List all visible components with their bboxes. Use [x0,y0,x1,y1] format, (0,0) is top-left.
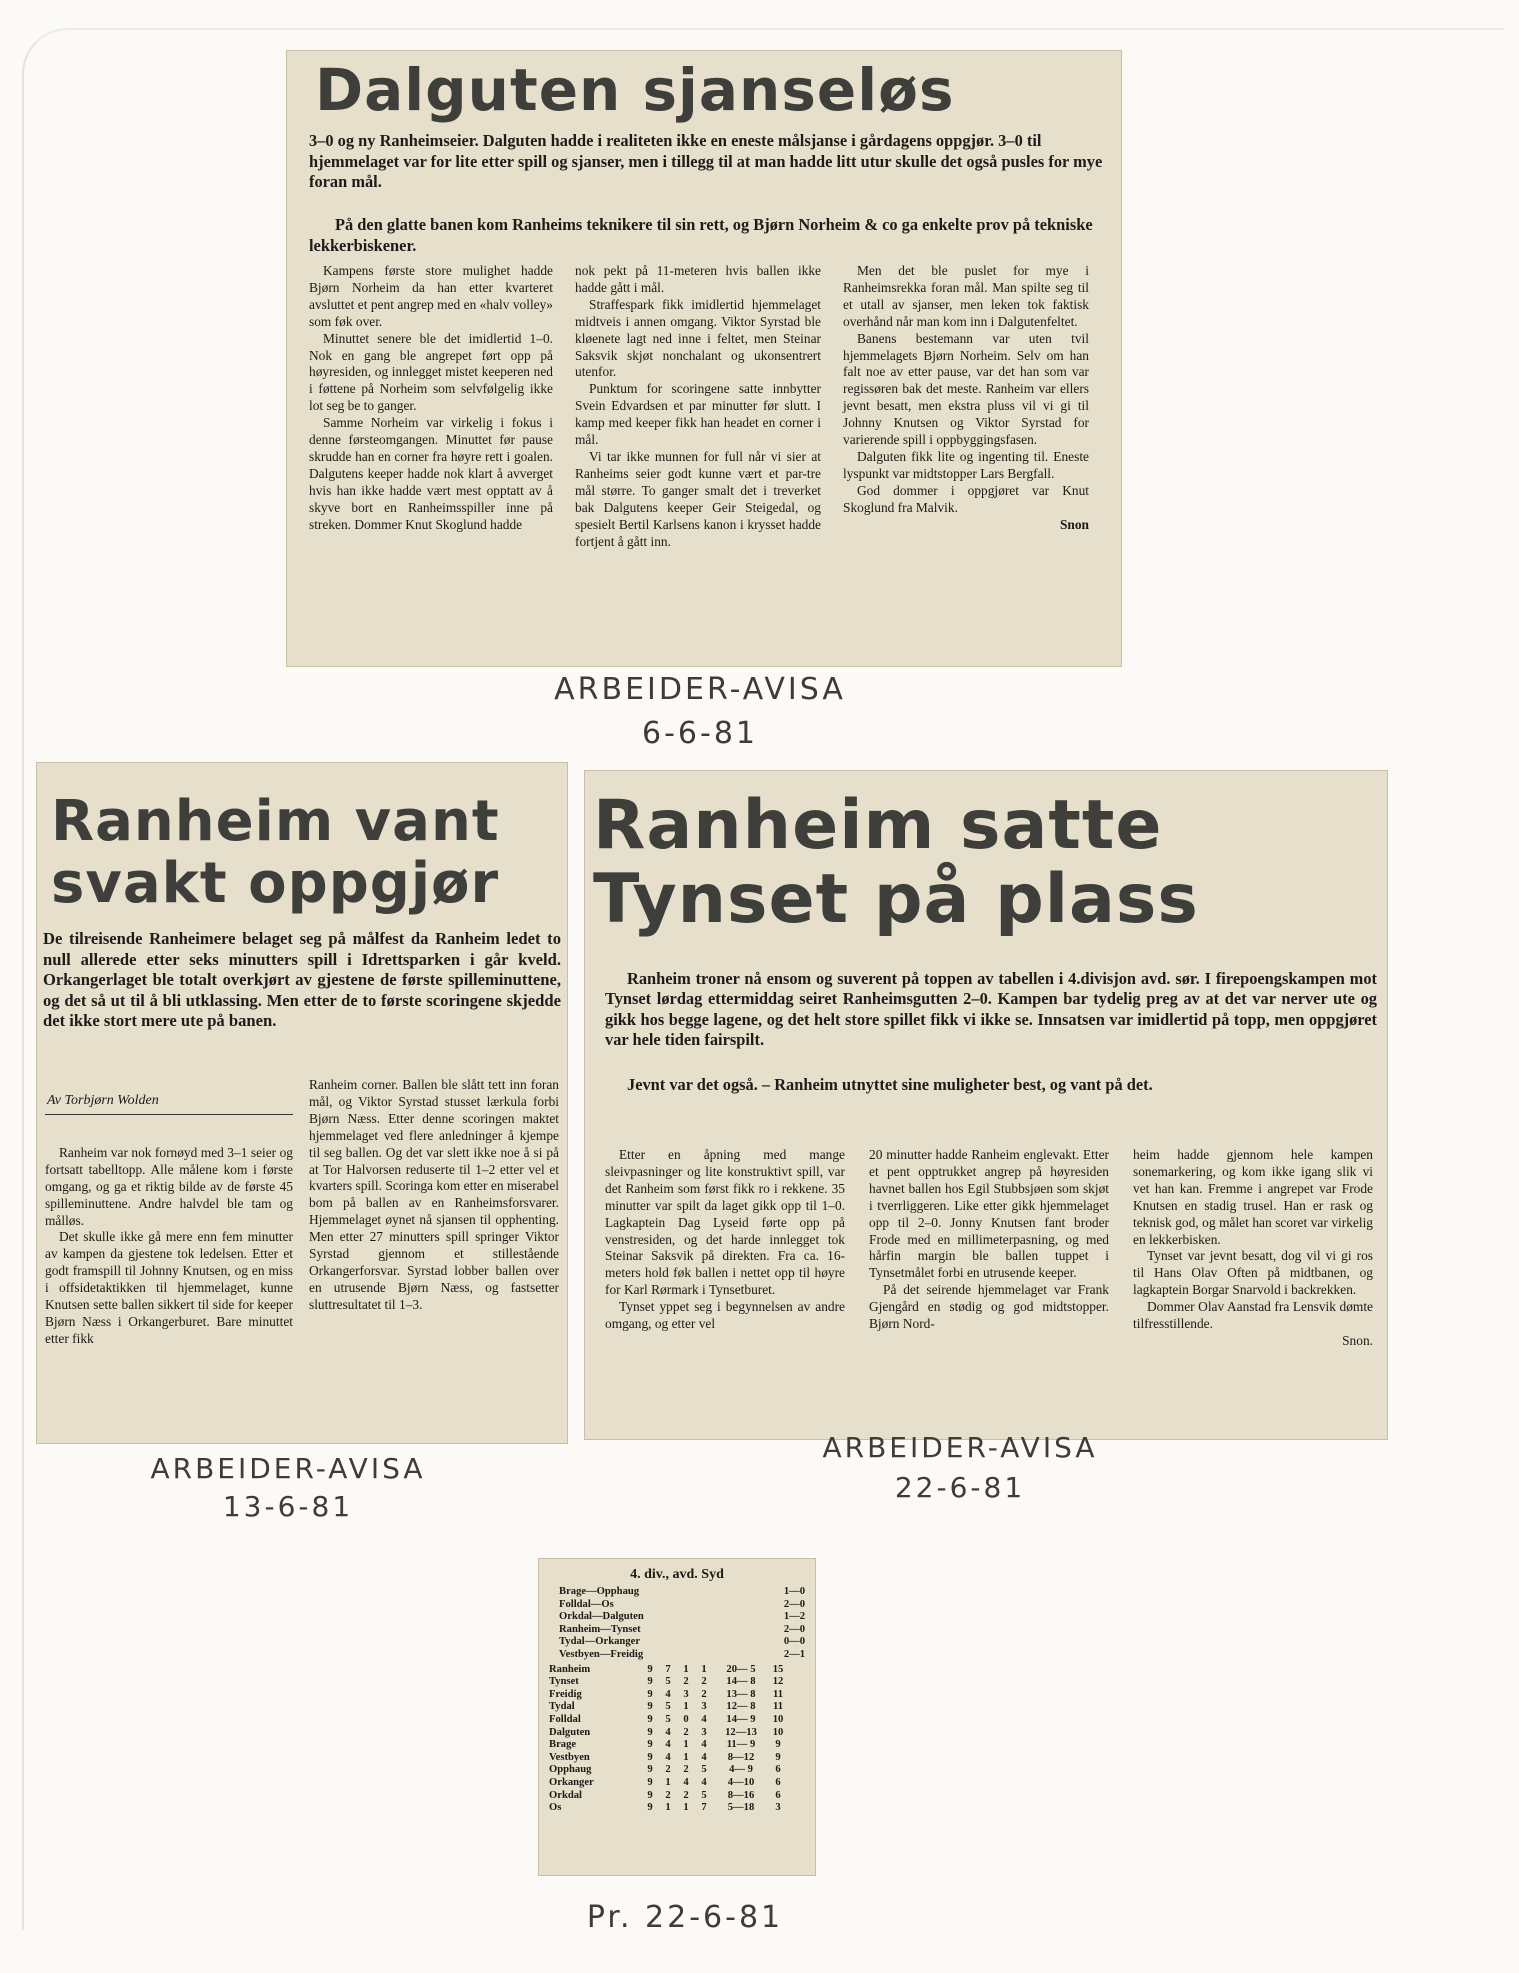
team-name: Tydal [549,1701,575,1713]
played: 9 [647,1663,653,1675]
draws: 0 [683,1713,689,1725]
match: Folldal—Os [559,1598,614,1610]
result-row [559,1586,805,1599]
played: 9 [647,1751,653,1763]
played: 9 [647,1739,653,1751]
standings-row [549,1676,805,1689]
handwritten-source-note [520,668,880,756]
paragraph: Samme Norheim var virkelig i fokus i denne førsteomgangen. Minuttet før pause skrudde han en corner fra høyre rett i goalen. Dalgutens keeper hadde nok klart å avverget hvis han ikke hadde vært mest opptatt av å skyve bort en Ranheimsspiller inne på streken. Dommer Knut Skoglund hadde [309,415,553,532]
played: 9 [647,1701,653,1713]
clipping-league-table [538,1558,816,1876]
goals: 12— 8 [726,1701,756,1713]
wins: 4 [665,1726,671,1738]
lead-paragraph: Ranheim troner nå ensom og suverent på toppen av tabellen i 4.divisjon avd. sør. I firepoengskampen mot Tynset lørdag ettermiddag seiret Ranheimsgutten 2–0. Kampen bar tydelig preg av at det var nerver ute og gikk hos begge lagene, og det helt store spillet fikk vi ikke se. Innsatsen var imidlertid på topp, men oppgjøret var hele tiden fairspilt. [605,969,1377,1050]
standings-row [549,1727,805,1740]
team-name: Os [549,1802,562,1814]
score: 2—1 [783,1648,805,1660]
draws: 2 [683,1676,689,1688]
paragraph: Etter en åpning med mange sleivpasninger og lite konstruktivt spill, var det Ranheim som først fikk ro i rekkene. 35 minutter var spilt da laget gikk opp til 1–0. Lagkaptein Dag Lyseid førte opp på venstresiden, og det harde innlegget tok Steinar Saksvik på direkten. Fra ca. 16-meters hold føk ballen i nettet opp til høyre for Karl Rørmark i Tynsetburet. [605,1147,845,1298]
paragraph: På det seirende hjemmelaget var Frank Gjengård en stødig og god midtstopper. Bjørn Nord- [869,1282,1109,1332]
source-date: 6-6-81 [642,716,758,751]
paragraph: Tynset yppet seg i begynnelsen av andre omgang, og etter vel [605,1299,845,1332]
match: Ranheim—Tynset [559,1623,641,1635]
result-row [559,1611,805,1624]
played: 9 [647,1802,653,1814]
losses: 4 [701,1751,707,1763]
team-name: Tynset [549,1676,579,1688]
team-name: Brage [549,1739,577,1751]
goals: 4—10 [727,1776,755,1788]
paragraph: Tynset var jevnt besatt, dog vil vi gi ros til Hans Olav Often på midtbanen, og lagkaptein Borgar Snarvold i backrekken. [1133,1248,1373,1298]
headline [593,786,1199,939]
standings-row [549,1701,805,1714]
handwritten-source-note [118,1450,458,1526]
draws: 2 [683,1764,689,1776]
losses: 4 [701,1776,707,1788]
score: 2—0 [783,1623,805,1635]
standings-row [549,1739,805,1752]
match: Brage—Opphaug [559,1586,640,1597]
points: 15 [772,1663,784,1675]
wins: 4 [665,1751,671,1763]
points: 11 [772,1701,783,1713]
losses: 2 [701,1688,707,1700]
team-name: Vestbyen [549,1751,590,1763]
losses: 3 [701,1701,707,1713]
column-2 [309,1077,559,1348]
standings-row [549,1714,805,1727]
team-name: Freidig [549,1688,582,1700]
paragraph: heim hadde gjennom hele kampen sonemarkering, og kom ikke igang slik vi vet han kan. Fremme i angrepet var Frode Knutsen en stadig trusel. Han er rask og teknisk god, og målet han scoret var virkelig en lekkerbisken. [1133,1147,1373,1247]
draws: 1 [683,1751,689,1763]
standings-row [549,1764,805,1777]
draws: 2 [683,1789,689,1801]
played: 9 [647,1688,653,1700]
standings-row [549,1777,805,1790]
paragraph: Dalguten fikk lite og ingenting til. Eneste lyspunkt var midtstopper Lars Bergfall. [843,448,1089,481]
team-name: Orkdal [549,1789,582,1801]
headline-line-2: svakt oppgjør [51,851,500,916]
goals: 12—13 [725,1726,757,1738]
losses: 5 [701,1764,707,1776]
team-name: Folldal [549,1713,581,1725]
standings-row [549,1802,805,1815]
losses: 7 [701,1802,707,1814]
result-row [559,1624,805,1637]
team-name: Orkanger [549,1776,594,1788]
signature: Snon. [1342,1332,1373,1348]
match: Tydal—Orkanger [559,1636,641,1648]
points: 12 [772,1676,784,1688]
draws: 1 [683,1701,689,1713]
played: 9 [647,1713,653,1725]
standings-row [549,1689,805,1702]
paragraph: God dommer i oppgjøret var Knut Skoglund fra Malvik. [843,482,1089,515]
played: 9 [647,1726,653,1738]
standings-row [549,1664,805,1677]
draws: 3 [683,1688,689,1700]
lead-paragraph-2: Jevnt var det også. – Ranheim utnyttet sine muligheter best, og vant på det. [627,1075,1153,1094]
goals: 8—16 [727,1789,755,1801]
paragraph: 20 minutter hadde Ranheim englevakt. Etter et pent opptrukket angrep på høyresiden havnet ballen hos Egil Stubbsjøen som skjøt i tverrliggeren. Like etter gikk hjemmelaget opp til 2–0. Jonny Knutsen fant broder Frode med en millimeterpasning, og med hårfin margin ble ballen tuppet i Tynsetmålet forbi en utrusende keeper. [869,1147,1109,1281]
points: 9 [775,1739,781,1751]
draws: 2 [683,1726,689,1738]
played: 9 [647,1764,653,1776]
team-name: Ranheim [549,1663,591,1675]
team-name: Dalguten [549,1726,591,1738]
source-name: ARBEIDER-AVISA [554,672,846,707]
score: 2—0 [783,1598,805,1610]
goals: 20— 5 [726,1663,756,1675]
lead-paragraph: De tilreisende Ranheimere belaget seg på målfest da Ranheim ledet to null allerede etter seks minutters spill i Idrettsparken i går kveld. Orkangerlaget ble totalt overkjørt av gjestene de første spilleminuttene, og det så ut til å bli utklassing. Men etter de to første scoringene skjedde det ikke stort mere ute på banen. [43,929,561,1030]
source-date: 22-6-81 [894,1471,1026,1504]
losses: 4 [701,1739,707,1751]
played: 9 [647,1776,653,1788]
table-title: 4. div., avd. Syd [630,1567,724,1582]
wins: 4 [665,1739,671,1751]
column-1 [605,1147,845,1350]
signature: Snon [1059,516,1089,532]
lead-paragraph: 3–0 og ny Ranheimseier. Dalguten hadde i realiteten ikke en eneste målsjanse i gårdagens oppgjør. 3–0 til hjemmelaget var for lite etter spill og sjanser, men i tillegg til at man hadde litt utur skulle det også pusles for mye foran mål. [309,131,1103,191]
paragraph: Dommer Olav Aanstad fra Lensvik dømte tilfresstillende. [1133,1299,1373,1332]
draws: 4 [683,1776,689,1788]
points: 6 [775,1776,781,1788]
byline: Av Torbjørn Wolden [45,1091,293,1115]
goals: 5—18 [727,1802,755,1814]
draws: 1 [683,1802,689,1814]
paragraph: Det skulle ikke gå mere enn fem minutter av kampen da gjestene tok ledelsen. Etter et godt framspill til Johnny Knutsen, og en miss i offsidetaktikken til hjemmelaget, kunne Knutsen sette ballen sikkert til side for keeper Bjørn Næss i Orkangerburet. Bare minuttet etter fikk [45,1229,293,1346]
paragraph: Kampens første store mulighet hadde Bjørn Norheim da han etter kvarteret avsluttet et pent angrep med en «halv volley» som føk over. [309,263,553,329]
wins: 5 [665,1701,671,1713]
column-3 [843,263,1089,550]
paragraph: Vi tar ikke munnen for full når vi sier at Ranheims seier godt kunne vært et par-tre mål større. To ganger smalt det i treverket bak Dalgutens keeper Geir Steigedal, og spesielt Bertil Karlsens kanon i krysset hadde fortjent å gått inn. [575,448,821,549]
score: 1—2 [783,1611,805,1623]
points: 10 [772,1726,784,1738]
standings-row [549,1752,805,1765]
match: Vestbyen—Freidig [559,1648,644,1660]
handwritten-table-date: Pr. 22-6-81 [586,1900,784,1935]
source-name: ARBEIDER-AVISA [150,1452,426,1485]
match: Orkdal—Dalguten [559,1611,644,1623]
source-name: ARBEIDER-AVISA [822,1431,1098,1464]
clipping-dalguten-sjanselos [286,50,1122,667]
wins: 7 [665,1663,671,1675]
team-name: Opphaug [549,1764,592,1776]
paragraph: Men det ble puslet for mye i Ranheimsrekka foran mål. Man spilte seg til et utall av sjanser, men leken tok faktisk overhånd når man kom inn i Dalgutenfeltet. [843,263,1089,329]
article-columns [45,1077,559,1348]
paragraph: Straffespark fikk imidlertid hjemmelaget midtveis i annen omgang. Viktor Syrstad ble kløenete lagt ned inne i feltet, men Steinar Saksvik skjøt nonchalant og ukonsentrert utenfor. [575,296,821,380]
clipping-ranheim-vant [36,762,568,1444]
lead-paragraph-2: På den glatte banen kom Ranheims teknikere til sin rett, og Bjørn Norheim & co ga enkelte prov på tekniske lekkerbiskener. [309,215,1093,255]
result-row [559,1599,805,1612]
results-list [549,1586,805,1662]
headline-line-1: Ranheim vant [51,789,500,854]
result-row [559,1649,805,1662]
goals: 13— 8 [726,1688,756,1700]
standings-table [549,1664,805,1815]
result-row [559,1636,805,1649]
headline-line-1: Ranheim satte [593,786,1163,865]
wins: 1 [665,1776,671,1788]
article-columns [605,1147,1375,1350]
paragraph: Punktum for scoringene satte innbytter Svein Edvardsen et par minutter før slutt. I kamp med keeper fikk han headet en corner i mål. [575,381,821,448]
played: 9 [647,1789,653,1801]
column-2 [575,263,821,550]
points: 9 [775,1751,781,1763]
losses: 1 [701,1663,707,1675]
draws: 1 [683,1663,689,1675]
losses: 3 [701,1726,707,1738]
paragraph: Ranheim corner. Ballen ble slått tett inn foran mål, og Viktor Syrstad stusset lærkula forbi Bjørn Næss. Etter denne scoringen maktet hjemmelaget ved flere anledninger å kjempe til seg ballen. Og det var slett ikke noe å si på at Tor Halvorsen reduserte til 1–2 etter vel et kvarters spill. Scoringa kom etter en miserabel bom på ballen av en Ranheimsforsvarer. Hjemmelaget øynet nå sjansen til opphenting. Men etter 27 minutters spill springer Viktor Syrstad gjennom et stillestående Orkangerforsvar. Syrstad lobber ballen over en utrusende Bjørn Næss, og fastsetter sluttresultatet til 1–3. [309,1077,559,1312]
paragraph: nok pekt på 11-meteren hvis ballen ikke hadde gått i mål. [575,263,821,295]
goals: 14— 9 [726,1713,756,1725]
column-3 [1133,1147,1373,1350]
handwritten-source-note [780,1428,1140,1508]
wins: 1 [665,1802,671,1814]
source-date: 13-6-81 [222,1490,354,1523]
headline: Dalguten sjanseløs [315,56,955,124]
goals: 14— 8 [726,1676,756,1688]
headline [51,791,500,915]
goals: 8—12 [727,1751,755,1763]
goals: 4— 9 [729,1764,753,1776]
standings-row [549,1790,805,1803]
wins: 4 [665,1688,671,1700]
losses: 2 [701,1676,707,1688]
goals: 11— 9 [726,1739,756,1751]
article-columns [309,263,1109,550]
clipping-ranheim-satte-tynset [584,770,1388,1440]
headline-line-2: Tynset på plass [593,860,1199,939]
paragraph: Minuttet senere ble det imidlertid 1–0. Nok en gang ble angrepet ført opp på høyresiden, og innlegget mistet keeperen ned i føttene på Norheim som selvfølgelig ikke lot seg be to ganger. [309,330,553,414]
points: 10 [772,1713,784,1725]
losses: 5 [701,1789,707,1801]
wins: 2 [665,1789,671,1801]
wins: 5 [665,1676,671,1688]
wins: 5 [665,1713,671,1725]
column-1 [309,263,553,550]
column-1 [45,1077,293,1348]
column-2 [869,1147,1109,1350]
points: 11 [772,1688,783,1700]
wins: 2 [665,1764,671,1776]
points: 3 [775,1802,781,1814]
paragraph: Banens bestemann var uten tvil hjemmelagets Bjørn Norheim. Selv om han falt noe av etter pause, var det han som var regissøren bak det meste. Ranheim var ellers jevnt besatt, men ekstra pluss vil vi gi til Johnny Knutsen og Viktor Syrstad for varierende spill i oppbyggingsfasen. [843,330,1089,448]
points: 6 [775,1764,781,1776]
draws: 1 [683,1739,689,1751]
points: 6 [775,1789,781,1801]
score: 0—0 [783,1636,805,1648]
paragraph: Ranheim var nok fornøyd med 3–1 seier og fortsatt tabelltopp. Alle målene kom i første omgang, og ga et riktig bilde av de første 45 spilleminuttene. Andre halvdel ble tam og målløs. [45,1144,293,1228]
score: 1—0 [783,1586,805,1597]
losses: 4 [701,1713,707,1725]
played: 9 [647,1676,653,1688]
